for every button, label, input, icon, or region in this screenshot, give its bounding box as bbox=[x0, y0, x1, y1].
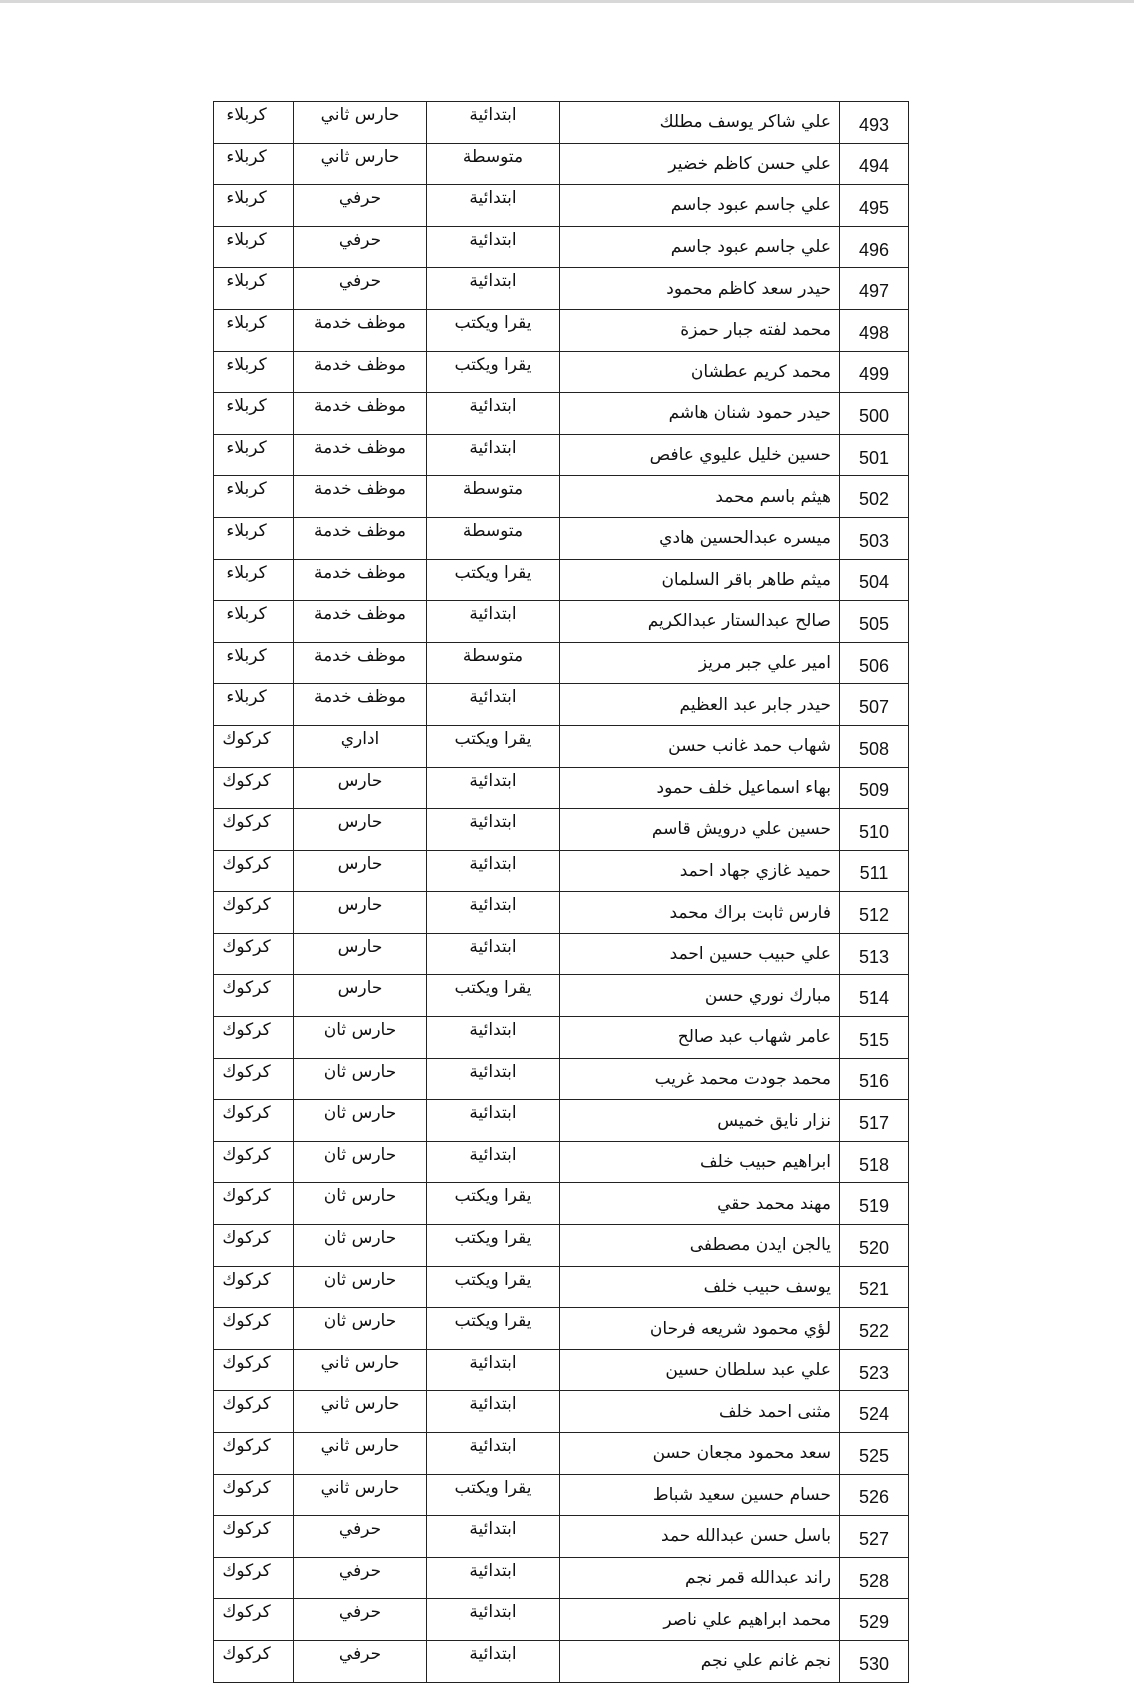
scan-top-edge bbox=[0, 0, 1134, 3]
employee-name-cell: مثنى احمد خلف bbox=[560, 1391, 840, 1433]
row-number-cell: 493 bbox=[840, 102, 909, 144]
table-row bbox=[214, 1516, 909, 1558]
job-title-cell: حارس ثان bbox=[294, 1058, 427, 1100]
row-number-cell: 498 bbox=[840, 309, 909, 351]
job-title-cell: حرفي bbox=[294, 1640, 427, 1682]
job-title-cell: حارس ثان bbox=[294, 1017, 427, 1059]
job-title-cell: حرفي bbox=[294, 1516, 427, 1558]
row-number-cell: 524 bbox=[840, 1391, 909, 1433]
province-cell: كركوك bbox=[214, 1557, 294, 1599]
province-cell: كربلاء bbox=[214, 309, 294, 351]
education-level-cell: ابتدائية bbox=[427, 767, 560, 809]
table-row bbox=[214, 1308, 909, 1350]
job-title-cell: حارس ثاني bbox=[294, 1474, 427, 1516]
row-number-cell: 496 bbox=[840, 226, 909, 268]
job-title-cell: حارس ثان bbox=[294, 1266, 427, 1308]
table-row bbox=[214, 351, 909, 393]
job-title-cell: حارس ثان bbox=[294, 1141, 427, 1183]
province-cell: كركوك bbox=[214, 1516, 294, 1558]
education-level-cell: ابتدائية bbox=[427, 933, 560, 975]
education-level-cell: متوسطة bbox=[427, 517, 560, 559]
job-title-cell: موظف خدمة bbox=[294, 517, 427, 559]
employee-name-cell: سعد محمود مجعان حسن bbox=[560, 1433, 840, 1475]
row-number-cell: 515 bbox=[840, 1017, 909, 1059]
table-row bbox=[214, 767, 909, 809]
education-level-cell: ابتدائية bbox=[427, 1599, 560, 1641]
education-level-cell: ابتدائية bbox=[427, 102, 560, 144]
job-title-cell: حارس ثان bbox=[294, 1100, 427, 1142]
job-title-cell: حارس bbox=[294, 975, 427, 1017]
employee-name-cell: محمد لفته جبار حمزة bbox=[560, 309, 840, 351]
row-number-cell: 522 bbox=[840, 1308, 909, 1350]
table-row bbox=[214, 102, 909, 144]
province-cell: كربلاء bbox=[214, 517, 294, 559]
education-level-cell: ابتدائية bbox=[427, 1017, 560, 1059]
province-cell: كركوك bbox=[214, 725, 294, 767]
job-title-cell: حارس ثان bbox=[294, 1183, 427, 1225]
province-cell: كركوك bbox=[214, 975, 294, 1017]
province-cell: كركوك bbox=[214, 933, 294, 975]
job-title-cell: حارس ثاني bbox=[294, 143, 427, 185]
row-number-cell: 525 bbox=[840, 1433, 909, 1475]
education-level-cell: متوسطة bbox=[427, 642, 560, 684]
education-level-cell: ابتدائية bbox=[427, 809, 560, 851]
employee-name-cell: حسام حسين سعيد شباط bbox=[560, 1474, 840, 1516]
row-number-cell: 516 bbox=[840, 1058, 909, 1100]
job-title-cell: حرفي bbox=[294, 185, 427, 227]
row-number-cell: 502 bbox=[840, 476, 909, 518]
employee-name-cell: حسين خليل عليوي عافص bbox=[560, 434, 840, 476]
employee-name-cell: شهاب حمد غانب حسن bbox=[560, 725, 840, 767]
employee-name-cell: علي جاسم عبود جاسم bbox=[560, 185, 840, 227]
job-title-cell: حارس ثان bbox=[294, 1225, 427, 1267]
table-row bbox=[214, 559, 909, 601]
province-cell: كربلاء bbox=[214, 268, 294, 310]
row-number-cell: 494 bbox=[840, 143, 909, 185]
employee-name-cell: محمد جودت محمد غريب bbox=[560, 1058, 840, 1100]
province-cell: كربلاء bbox=[214, 684, 294, 726]
province-cell: كركوك bbox=[214, 1433, 294, 1475]
row-number-cell: 510 bbox=[840, 809, 909, 851]
row-number-cell: 509 bbox=[840, 767, 909, 809]
employee-roster-table bbox=[213, 101, 909, 1683]
education-level-cell: ابتدائية bbox=[427, 601, 560, 643]
row-number-cell: 518 bbox=[840, 1141, 909, 1183]
employee-name-cell: علي عبد سلطان حسين bbox=[560, 1349, 840, 1391]
row-number-cell: 506 bbox=[840, 642, 909, 684]
table-row bbox=[214, 1141, 909, 1183]
table-row bbox=[214, 1599, 909, 1641]
row-number-cell: 527 bbox=[840, 1516, 909, 1558]
table-row bbox=[214, 975, 909, 1017]
job-title-cell: موظف خدمة bbox=[294, 684, 427, 726]
province-cell: كركوك bbox=[214, 1474, 294, 1516]
education-level-cell: ابتدائية bbox=[427, 1141, 560, 1183]
employee-name-cell: مهند محمد حقي bbox=[560, 1183, 840, 1225]
province-cell: كربلاء bbox=[214, 393, 294, 435]
employee-name-cell: علي شاكر يوسف مطلك bbox=[560, 102, 840, 144]
employee-name-cell: ابراهيم حبيب خلف bbox=[560, 1141, 840, 1183]
row-number-cell: 529 bbox=[840, 1599, 909, 1641]
row-number-cell: 519 bbox=[840, 1183, 909, 1225]
employee-name-cell: محمد كريم عطشان bbox=[560, 351, 840, 393]
employee-name-cell: نزار نايق خميس bbox=[560, 1100, 840, 1142]
province-cell: كركوك bbox=[214, 1308, 294, 1350]
province-cell: كربلاء bbox=[214, 434, 294, 476]
row-number-cell: 526 bbox=[840, 1474, 909, 1516]
table-row bbox=[214, 143, 909, 185]
employee-name-cell: ميثم طاهر باقر السلمان bbox=[560, 559, 840, 601]
province-cell: كركوك bbox=[214, 809, 294, 851]
province-cell: كركوك bbox=[214, 1225, 294, 1267]
table-row bbox=[214, 517, 909, 559]
employee-name-cell: علي حسن كاظم خضير bbox=[560, 143, 840, 185]
job-title-cell: موظف خدمة bbox=[294, 476, 427, 518]
job-title-cell: حارس ثاني bbox=[294, 1433, 427, 1475]
job-title-cell: حرفي bbox=[294, 1557, 427, 1599]
job-title-cell: موظف خدمة bbox=[294, 309, 427, 351]
employee-name-cell: حيدر سعد كاظم محمود bbox=[560, 268, 840, 310]
row-number-cell: 504 bbox=[840, 559, 909, 601]
province-cell: كركوك bbox=[214, 850, 294, 892]
roster-body bbox=[214, 102, 909, 1683]
row-number-cell: 512 bbox=[840, 892, 909, 934]
province-cell: كركوك bbox=[214, 1100, 294, 1142]
education-level-cell: يقرا ويكتب bbox=[427, 1183, 560, 1225]
table-row bbox=[214, 268, 909, 310]
row-number-cell: 513 bbox=[840, 933, 909, 975]
job-title-cell: حرفي bbox=[294, 1599, 427, 1641]
education-level-cell: يقرا ويكتب bbox=[427, 351, 560, 393]
education-level-cell: يقرا ويكتب bbox=[427, 309, 560, 351]
employee-name-cell: حسين علي درويش قاسم bbox=[560, 809, 840, 851]
province-cell: كركوك bbox=[214, 1599, 294, 1641]
education-level-cell: يقرا ويكتب bbox=[427, 1474, 560, 1516]
row-number-cell: 523 bbox=[840, 1349, 909, 1391]
table-row bbox=[214, 684, 909, 726]
education-level-cell: ابتدائية bbox=[427, 1640, 560, 1682]
table-row bbox=[214, 1474, 909, 1516]
table-row bbox=[214, 434, 909, 476]
employee-name-cell: نجم غانم علي نجم bbox=[560, 1640, 840, 1682]
table-row bbox=[214, 933, 909, 975]
table-row bbox=[214, 1433, 909, 1475]
job-title-cell: حارس ثاني bbox=[294, 1391, 427, 1433]
job-title-cell: موظف خدمة bbox=[294, 601, 427, 643]
education-level-cell: ابتدائية bbox=[427, 393, 560, 435]
table-row bbox=[214, 1017, 909, 1059]
row-number-cell: 497 bbox=[840, 268, 909, 310]
table-row bbox=[214, 809, 909, 851]
table-row bbox=[214, 601, 909, 643]
employee-name-cell: علي جاسم عبود جاسم bbox=[560, 226, 840, 268]
table-row bbox=[214, 185, 909, 227]
employee-name-cell: فارس ثابت براك محمد bbox=[560, 892, 840, 934]
row-number-cell: 503 bbox=[840, 517, 909, 559]
employee-name-cell: ميسره عبدالحسين هادي bbox=[560, 517, 840, 559]
education-level-cell: يقرا ويكتب bbox=[427, 1225, 560, 1267]
employee-name-cell: امير علي جبر مريز bbox=[560, 642, 840, 684]
education-level-cell: ابتدائية bbox=[427, 1557, 560, 1599]
table-row bbox=[214, 850, 909, 892]
row-number-cell: 521 bbox=[840, 1266, 909, 1308]
job-title-cell: حارس ثاني bbox=[294, 1349, 427, 1391]
province-cell: كربلاء bbox=[214, 476, 294, 518]
education-level-cell: ابتدائية bbox=[427, 1391, 560, 1433]
employee-name-cell: يالجن ايدن مصطفى bbox=[560, 1225, 840, 1267]
education-level-cell: يقرا ويكتب bbox=[427, 1308, 560, 1350]
table-row bbox=[214, 1058, 909, 1100]
education-level-cell: ابتدائية bbox=[427, 1058, 560, 1100]
row-number-cell: 517 bbox=[840, 1100, 909, 1142]
education-level-cell: ابتدائية bbox=[427, 892, 560, 934]
table-row bbox=[214, 1266, 909, 1308]
table-row bbox=[214, 642, 909, 684]
province-cell: كركوك bbox=[214, 1391, 294, 1433]
job-title-cell: حارس ثان bbox=[294, 1308, 427, 1350]
row-number-cell: 528 bbox=[840, 1557, 909, 1599]
education-level-cell: ابتدائية bbox=[427, 1516, 560, 1558]
row-number-cell: 508 bbox=[840, 725, 909, 767]
employee-name-cell: لؤي محمود شريعه فرحان bbox=[560, 1308, 840, 1350]
education-level-cell: يقرا ويكتب bbox=[427, 559, 560, 601]
education-level-cell: ابتدائية bbox=[427, 1349, 560, 1391]
row-number-cell: 499 bbox=[840, 351, 909, 393]
employee-name-cell: حميد غازي جهاد احمد bbox=[560, 850, 840, 892]
education-level-cell: ابتدائية bbox=[427, 1433, 560, 1475]
education-level-cell: ابتدائية bbox=[427, 1100, 560, 1142]
row-number-cell: 530 bbox=[840, 1640, 909, 1682]
province-cell: كركوك bbox=[214, 1266, 294, 1308]
education-level-cell: ابتدائية bbox=[427, 185, 560, 227]
province-cell: كربلاء bbox=[214, 185, 294, 227]
row-number-cell: 514 bbox=[840, 975, 909, 1017]
row-number-cell: 507 bbox=[840, 684, 909, 726]
row-number-cell: 505 bbox=[840, 601, 909, 643]
province-cell: كركوك bbox=[214, 1349, 294, 1391]
job-title-cell: حرفي bbox=[294, 268, 427, 310]
employee-name-cell: هيثم باسم محمد bbox=[560, 476, 840, 518]
education-level-cell: يقرا ويكتب bbox=[427, 725, 560, 767]
province-cell: كركوك bbox=[214, 1058, 294, 1100]
province-cell: كربلاء bbox=[214, 226, 294, 268]
row-number-cell: 500 bbox=[840, 393, 909, 435]
job-title-cell: اداري bbox=[294, 725, 427, 767]
table-row bbox=[214, 309, 909, 351]
row-number-cell: 501 bbox=[840, 434, 909, 476]
education-level-cell: متوسطة bbox=[427, 143, 560, 185]
table-row bbox=[214, 1349, 909, 1391]
employee-name-cell: علي حبيب حسين احمد bbox=[560, 933, 840, 975]
province-cell: كركوك bbox=[214, 767, 294, 809]
employee-name-cell: باسل حسن عبدالله حمد bbox=[560, 1516, 840, 1558]
education-level-cell: ابتدائية bbox=[427, 226, 560, 268]
province-cell: كربلاء bbox=[214, 642, 294, 684]
table-row bbox=[214, 1225, 909, 1267]
job-title-cell: حارس bbox=[294, 892, 427, 934]
employee-name-cell: حيدر جابر عبد العظيم bbox=[560, 684, 840, 726]
province-cell: كربلاء bbox=[214, 102, 294, 144]
employee-name-cell: بهاء اسماعيل خلف حمود bbox=[560, 767, 840, 809]
province-cell: كركوك bbox=[214, 892, 294, 934]
province-cell: كربلاء bbox=[214, 601, 294, 643]
row-number-cell: 495 bbox=[840, 185, 909, 227]
table-row bbox=[214, 892, 909, 934]
education-level-cell: يقرا ويكتب bbox=[427, 1266, 560, 1308]
table-row bbox=[214, 1100, 909, 1142]
table-row bbox=[214, 1557, 909, 1599]
job-title-cell: موظف خدمة bbox=[294, 351, 427, 393]
job-title-cell: موظف خدمة bbox=[294, 642, 427, 684]
province-cell: كربلاء bbox=[214, 351, 294, 393]
job-title-cell: موظف خدمة bbox=[294, 393, 427, 435]
job-title-cell: موظف خدمة bbox=[294, 559, 427, 601]
row-number-cell: 520 bbox=[840, 1225, 909, 1267]
job-title-cell: حرفي bbox=[294, 226, 427, 268]
education-level-cell: ابتدائية bbox=[427, 684, 560, 726]
job-title-cell: موظف خدمة bbox=[294, 434, 427, 476]
job-title-cell: حارس bbox=[294, 767, 427, 809]
job-title-cell: حارس ثاني bbox=[294, 102, 427, 144]
province-cell: كربلاء bbox=[214, 559, 294, 601]
education-level-cell: يقرا ويكتب bbox=[427, 975, 560, 1017]
job-title-cell: حارس bbox=[294, 933, 427, 975]
province-cell: كركوك bbox=[214, 1141, 294, 1183]
employee-name-cell: مبارك نوري حسن bbox=[560, 975, 840, 1017]
province-cell: كركوك bbox=[214, 1183, 294, 1225]
job-title-cell: حارس bbox=[294, 809, 427, 851]
table-row bbox=[214, 226, 909, 268]
job-title-cell: حارس bbox=[294, 850, 427, 892]
employee-name-cell: عامر شهاب عبد صالح bbox=[560, 1017, 840, 1059]
table-row bbox=[214, 1391, 909, 1433]
employee-name-cell: صالح عبدالستار عبدالكريم bbox=[560, 601, 840, 643]
education-level-cell: متوسطة bbox=[427, 476, 560, 518]
employee-name-cell: محمد ابراهيم علي ناصر bbox=[560, 1599, 840, 1641]
employee-name-cell: راند عبدالله قمر نجم bbox=[560, 1557, 840, 1599]
education-level-cell: ابتدائية bbox=[427, 434, 560, 476]
table-row bbox=[214, 725, 909, 767]
education-level-cell: ابتدائية bbox=[427, 850, 560, 892]
education-level-cell: ابتدائية bbox=[427, 268, 560, 310]
row-number-cell: 511 bbox=[840, 850, 909, 892]
employee-name-cell: يوسف حبيب خلف bbox=[560, 1266, 840, 1308]
table-row bbox=[214, 476, 909, 518]
province-cell: كركوك bbox=[214, 1017, 294, 1059]
table-row bbox=[214, 1183, 909, 1225]
province-cell: كربلاء bbox=[214, 143, 294, 185]
table-row bbox=[214, 1640, 909, 1682]
employee-name-cell: حيدر حمود شنان هاشم bbox=[560, 393, 840, 435]
province-cell: كركوك bbox=[214, 1640, 294, 1682]
table-row bbox=[214, 393, 909, 435]
